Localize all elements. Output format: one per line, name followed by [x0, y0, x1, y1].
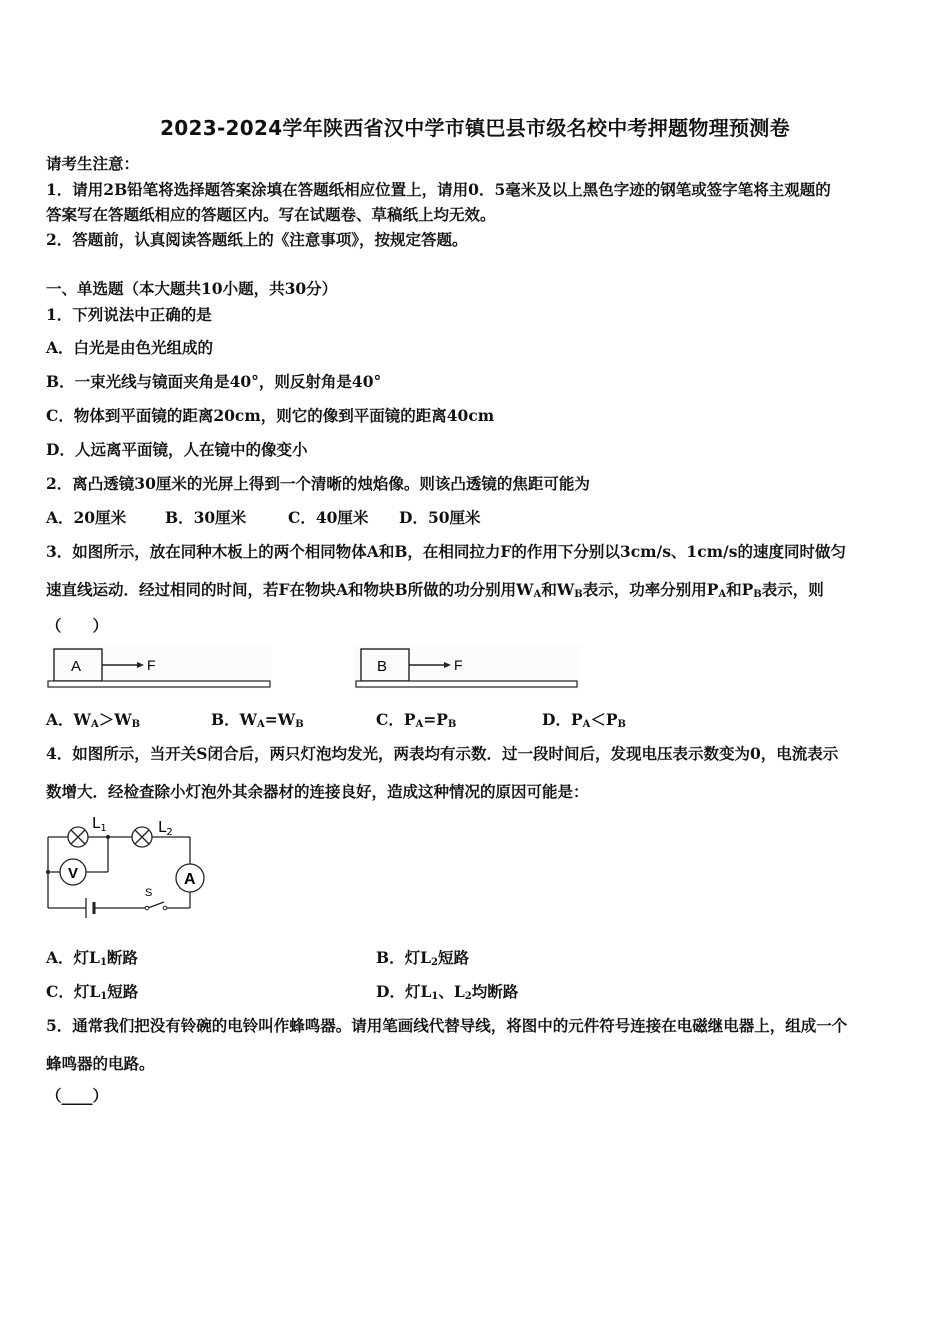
- q3-block-a-label: A: [71, 658, 82, 675]
- q1-option-d: D．人远离平面镜，人在镜中的像变小: [46, 440, 308, 459]
- q5-answer-blank: （____）: [46, 1086, 109, 1105]
- q4-option-a: A．灯$L_1$断路: [46, 948, 138, 968]
- q4-option-d: D．灯$L_1$、$L_2$均断路: [376, 982, 519, 1002]
- notice-item-1-line-1: 1．请用2B铅笔将选择题答案涂填在答题纸相应位置上，请用0．5毫米及以上黑色字迹的钢笔或签字笔将主观题的: [46, 180, 831, 199]
- q2-stem: 2．离凸透镜30厘米的光屏上得到一个清晰的烛焰像。则该凸透镜的焦距可能为: [46, 474, 590, 493]
- q2-option-d: D．50厘米: [399, 508, 481, 527]
- q1-option-a: A．白光是由色光组成的: [46, 338, 214, 357]
- q4-node-top: [106, 835, 110, 839]
- q3-option-b: B．$W_A=W_B$: [211, 710, 304, 730]
- q4-option-c: C．灯$L_1$短路: [46, 982, 139, 1002]
- q1-option-c: C．物体到平面镜的距离20cm，则它的像到平面镜的距离40cm: [46, 406, 495, 425]
- q4-label-l1: $L_1$: [92, 814, 107, 834]
- q2-option-c: C．40厘米: [288, 508, 369, 527]
- q4-option-b: B．灯$L_2$短路: [376, 948, 469, 968]
- notice-heading: 请考生注意：: [46, 154, 140, 173]
- section-heading: 一、单选题（本大题共10小题，共30分）: [46, 279, 338, 298]
- q3-answer-paren: （ ）: [46, 616, 109, 635]
- q3-stem-line-2: 速直线运动．经过相同的时间，若F在物块A和物块B所做的功分别用$W_A$和$W_B$表示，功率分别用$P_A$和$P_B$表示，则: [46, 580, 824, 600]
- q5-stem-line-1: 5．通常我们把没有铃碗的电铃叫作蜂鸣器。请用笔画线代替导线，将图中的元件符号连接在电磁继电器上，组成一个: [46, 1016, 848, 1035]
- q4-label-l2: $L_2$: [158, 818, 173, 838]
- q1-option-b: B．一束光线与镜面夹角是40°，则反射角是40°: [46, 372, 382, 391]
- q4-switch-contact-right: [163, 906, 167, 910]
- q2-option-b: B．30厘米: [165, 508, 247, 527]
- q1-stem: 1．下列说法中正确的是: [46, 305, 212, 324]
- q4-node-left: [46, 870, 50, 874]
- q3-force-label-a: F: [147, 657, 156, 673]
- q4-stem-line-2: 数增大．经检查除小灯泡外其余器材的连接良好，造成这种情况的原因可能是：: [46, 782, 589, 801]
- q4-switch-blade: [148, 902, 164, 908]
- q4-circuit-diagram: [40, 812, 220, 924]
- q3-board-b: [356, 681, 577, 687]
- q4-label-s: S: [145, 887, 153, 899]
- q3-option-a: A．$W_A>W_B$: [46, 710, 141, 730]
- q4-switch-contact-left: [145, 906, 149, 910]
- q3-figure: [44, 645, 584, 695]
- q4-stem-line-1: 4．如图所示，当开关S闭合后，两只灯泡均发光，两表均有示数．过一段时间后，发现电压表示数变为0，电流表示: [46, 744, 839, 763]
- q5-stem-line-2: 蜂鸣器的电路。: [46, 1054, 155, 1073]
- q3-option-c: C．$P_A=P_B$: [376, 710, 457, 730]
- notice-item-2: 2．答题前，认真阅读答题纸上的《注意事项》，按规定答题。: [46, 230, 468, 249]
- q3-stem-line-1: 3．如图所示，放在同种木板上的两个相同物体A和B，在相同拉力F的作用下分别以3cm/s、1cm/s的速度同时做匀: [46, 542, 846, 561]
- q2-option-a: A．20厘米: [46, 508, 127, 527]
- q3-force-label-b: F: [454, 657, 463, 673]
- q4-label-a: A: [184, 871, 196, 888]
- notice-item-1-line-2: 答案写在答题纸相应的答题区内。写在试题卷、草稿纸上均无效。: [46, 205, 496, 224]
- q3-option-d: D．$P_A<P_B$: [542, 710, 626, 730]
- q3-block-b-label: B: [377, 658, 388, 675]
- exam-title: 2023-2024学年陕西省汉中学市镇巴县市级名校中考押题物理预测卷: [160, 116, 790, 140]
- q4-label-v: V: [68, 865, 79, 882]
- q3-board-a: [48, 681, 270, 687]
